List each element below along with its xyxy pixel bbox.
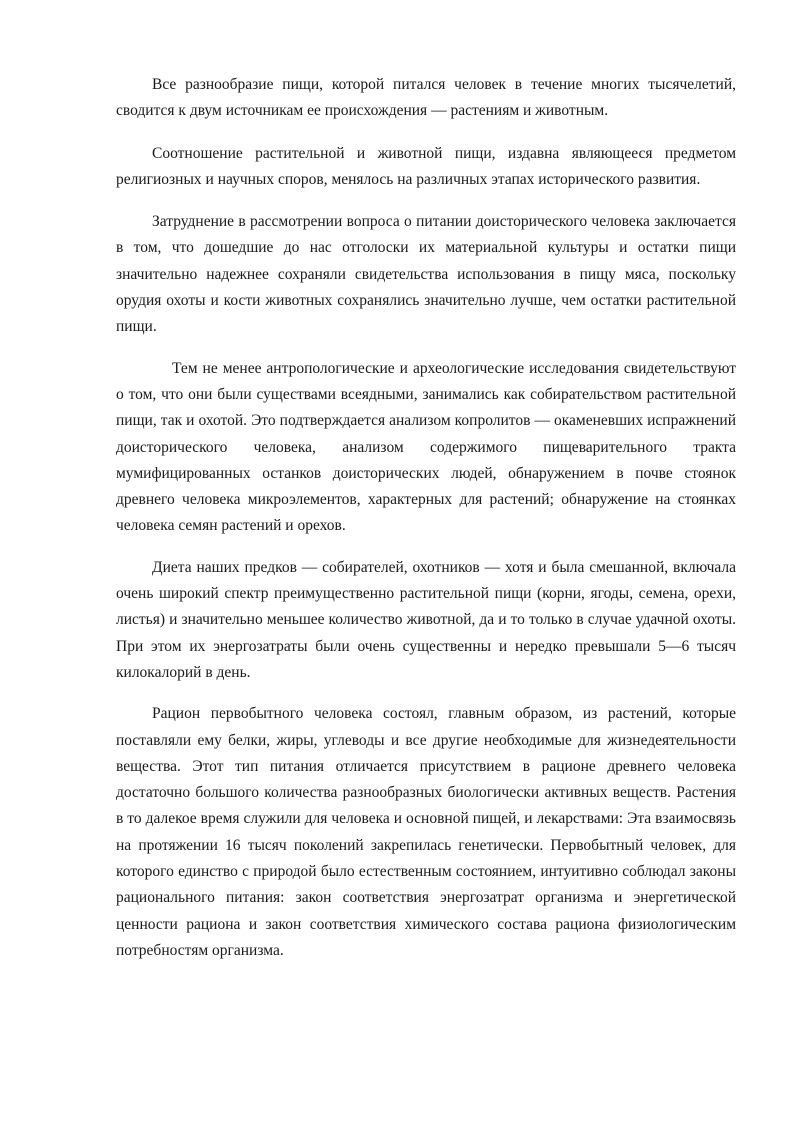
paragraph-primitive-ration: Рацион первобытного человека состоял, главным образом, из растений, которые поставляли ему белки, жиры, углеводы и все другие необходимые для жизнедеятельности вещества. Этот тип питания отличается присутствием в рационе древнего человека достаточно большого количества разнообразных биологически активных веществ. Растения в то далекое время служили для человека и основной пищей, и лекарствами: Эта взаимосвязь на протяжении 16 тысяч поколений закрепилась генетически. Первобытный человек, для которого единство с природой было естественным состоянием, интуитивно соблюдал законы рационального питания: закон соответствия энергозатрат организма и энергетической ценности рациона и закон соответствия химического состава рациона физиологическим потребностям организма. [116,705,736,959]
paragraph-ancestors-diet: Диета наших предков — собирателей, охотников — хотя и была смешанной, включала очень широкий спектр преимущественно растительной пищи (корни, ягоды, семена, орехи, листья) и значительно меньшее количество животной, да и то только в случае удачной охоты. При этом их энергозатраты были очень существенны и нередко превышали 5—6 тысяч килокалорий в день. [116,558,736,681]
paragraph-omnivorous-evidence: Тем не менее антропологические и археологические исследования свидетельствуют о том, что они были существами всеядными, занимались как собирательством растительной пищи, так и охотой. Это подтверждается анализом копролитов — окаменевших испражнений доисторического человека, анализом содержимого пищеварительного тракта мумифицированных останков доисторических людей, обнаружением в почве стоянок древнего человека микроэлементов, характерных для растений; обнаружение на стоянках человека семян растений и орехов. [116,359,736,535]
document-body [116,72,736,964]
paragraph-food-sources: Все разнообразие пищи, которой питался человек в течение многих тысячелетий, сводится к двум источникам ее происхождения — растениям и животным. [116,76,736,120]
paragraph-plant-animal-ratio: Соотношение растительной и животной пищи, издавна являющееся предметом религиозных и научных споров, менялось на различных этапах исторического развития. [116,144,736,188]
paragraph-research-difficulty: Затруднение в рассмотрении вопроса о питании доисторического человека заключается в том, что дошедшие до нас отголоски их материальной культуры и остатки пищи значительно надежнее сохраняли свидетельства использования в пищу мяса, поскольку орудия охоты и кости животных сохранялись значительно лучше, чем остатки растительной пищи. [116,213,736,336]
